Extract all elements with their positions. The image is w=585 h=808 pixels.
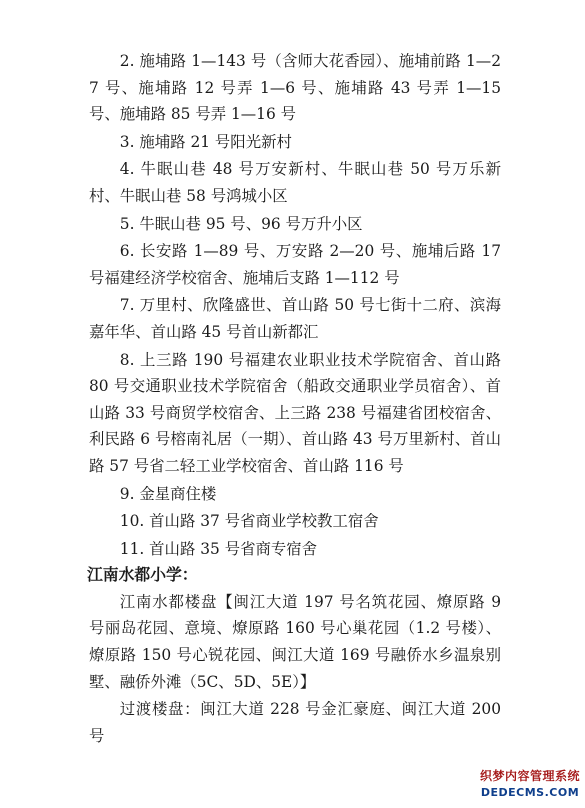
watermark-domain: DEDECMS.COM — [480, 786, 580, 799]
watermark-title: 织梦内容管理系统 — [479, 769, 580, 783]
list-item: 过渡楼盘：闽江大道 228 号金汇豪庭、闽江大道 200 号 — [89, 700, 501, 745]
list-item: 11. 首山路 35 号省商专宿舍 — [119, 539, 318, 558]
list-item: 江南水都楼盘【闽江大道 197 号名筑花园、燎原路 9 号丽岛花园、意境、燎原路 160 号心巢花园（1.2 号楼）、燎原路 150 号心锐花园、闽江大道 169 号融侨水乡温泉别墅、融侨外滩（5C、5D、5E）】 — [89, 592, 501, 691]
section-heading: 江南水都小学： — [87, 565, 198, 585]
list-item: 6. 长安路 1—89 号、万安路 2—20 号、施埔后路 17 号福建经济学校宿舍、施埔后支路 1—112 号 — [89, 242, 501, 287]
list-item: 10. 首山路 37 号省商业学校教工宿舍 — [119, 512, 379, 531]
list-item: 2. 施埔路 1—143 号（含师大花香园）、施埔前路 1—27 号、施埔路 12 号弄 1—6 号、施埔路 43 号弄 1—15 号、施埔路 85 号弄 1—16 号 — [89, 52, 501, 124]
site-watermark — [477, 767, 583, 805]
document-body — [89, 48, 501, 749]
list-item: 8. 上三路 190 号福建农业职业技术学院宿舍、首山路 80 号交通职业技术学院宿舍（船政交通职业学员宿舍）、首山路 33 号商贸学校宿舍、上三路 238 号福建省团校宿舍、利民路 6 号榕南礼居（一期）、首山路 43 号万里新村、首山路 57 号省二轻工业学校宿舍、首山路 116 号 — [89, 350, 501, 475]
list-item: 5. 牛眠山巷 95 号、96 号万升小区 — [119, 214, 363, 233]
list-item: 7. 万里村、欣隆盛世、首山路 50 号七街十二府、滨海嘉年华、首山路 45 号首山新都汇 — [89, 296, 501, 341]
list-item: 4. 牛眠山巷 48 号万安新村、牛眠山巷 50 号万乐新村、牛眠山巷 58 号鸿城小区 — [89, 160, 501, 205]
list-item: 9. 金星商住楼 — [119, 484, 217, 503]
list-item: 3. 施埔路 21 号阳光新村 — [119, 132, 292, 151]
